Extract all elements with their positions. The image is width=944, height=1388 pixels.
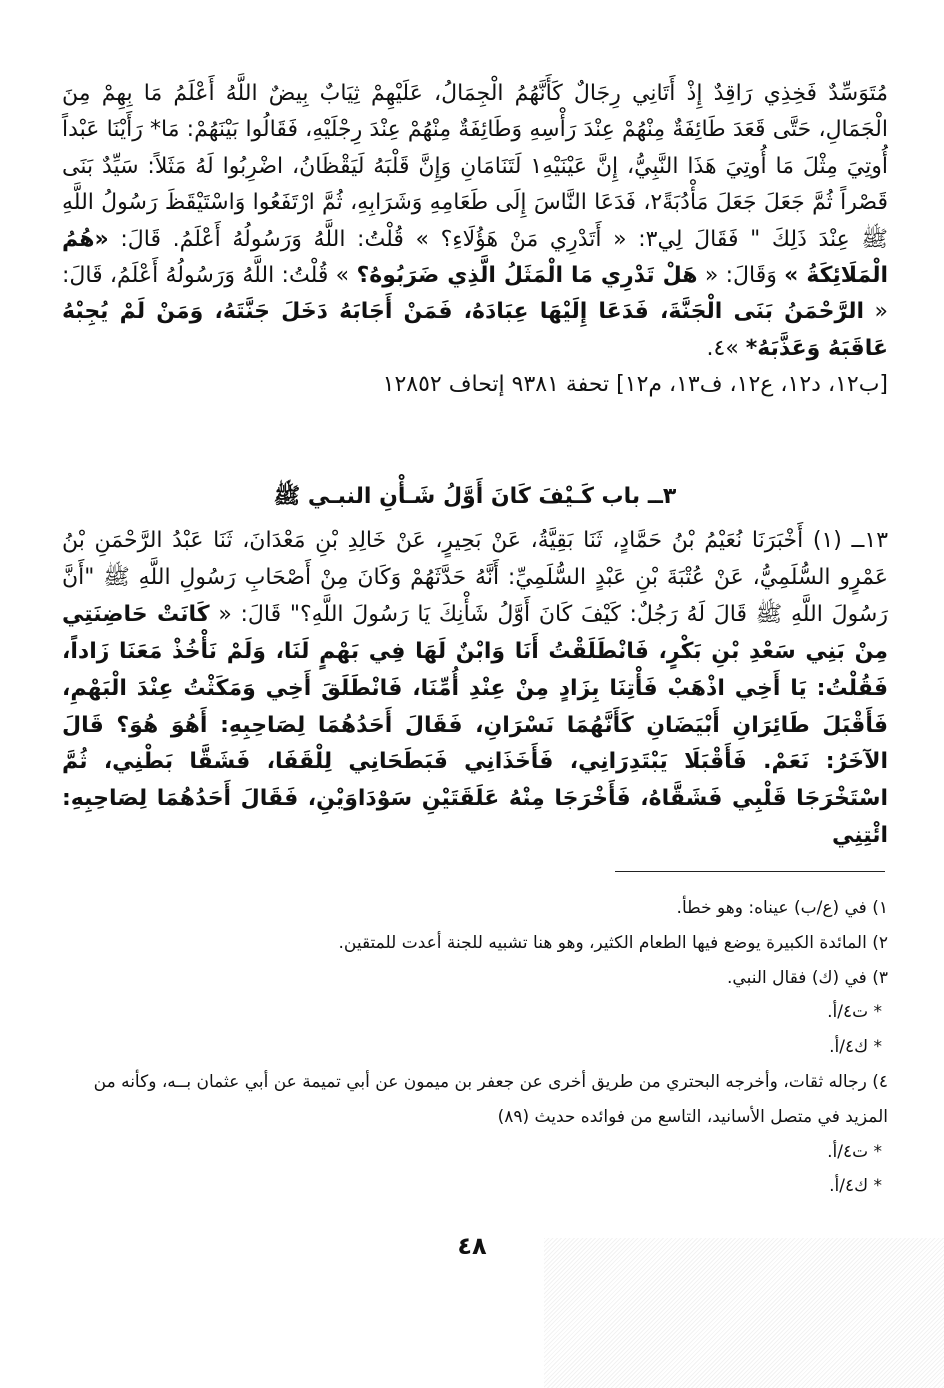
footnote-2: ٢) المائدة الكبيرة يوضع فيها الطعام الكثير، وهو هنا تشبيه للجنة أعدت للمتقين. [338, 932, 888, 953]
hadith-text [62, 523, 888, 855]
manuscript-marker: * ك٤/أ. [829, 1176, 882, 1197]
narrative-text: مُتَوَسِّدٌ فَخِذِي رَاقِدٌ إِذْ أَتَانِي رِجَالٌ كَأَنَّهُمُ الْجِمَالُ، عَلَيْهِمْ ثِيَابٌ بِيضٌ اللَّهُ أَعْلَمُ مَا بِهِمْ مِنَ الْجَمَالِ، حَتَّى قَعَدَ طَائِفَةٌ مِنْهُمْ عِنْدَ رَأْسِهِ وَطَائِفَةٌ مِنْهُمْ عِنْدَ رِجْلَيْهِ، فَقَالُوا بَيْنَهُمْ: مَا* رَأَيْنَا عَبْداً أُوتِيَ مِثْلَ مَا أُوتِيَ هَذَا النَّبِيُّ، إِنَّ عَيْنَيْهِ١ لَتَنَامَانِ وَإِنَّ قَلْبَهُ لَيَقْظَانُ، اضْرِبُوا لَهُ مَثَلاً: سَيِّدٌ بَنَى قَصْراً ثُمَّ جَعَلَ جَعَلَ مَأْدُبَةً٢، فَدَعَا النَّاسَ إِلَى طَعَامِهِ وَشَرَابِهِ، ثُمَّ ارْتَفَعُوا وَاسْتَيْقَظَ رَسُولُ اللَّهِ ﷺ عِنْدَ ذَلِكَ " فَقَالَ لِي٣: « أَتَدْرِي مَنْ هَؤُلَاءِ؟ » قُلْتُ: اللَّهُ وَرَسُولُهُ أَعْلَمُ. قَالَ: [62, 81, 889, 252]
narrative-text: وَقَالَ: « [704, 263, 777, 289]
prophet-speech: هَلْ تَدْرِي مَا الْمَثَلُ الَّذِي ضَرَبُوهُ؟ [356, 263, 698, 289]
scan-texture [544, 1238, 944, 1388]
footnote-3: ٣) في (ك) فقال النبي. [727, 967, 888, 988]
footnote-1: ١) في (ع/ب) عيناه: وهو خطأ. [676, 898, 888, 918]
footnote-4: ٤) رجاله ثقات، وأخرجه البحتري من طريق أخرى عن جعفر بن ميمون عن أبي تميمة عن أبي عثمان بــه، وكأنه من المزيد في متصل الأسانيد، التاسع من فوائده حديث (٨٩) [93, 1071, 888, 1127]
source-references: [ب١٢، د١٢، ع١٢، ف١٣، م١٢] تحفة ٩٣٨١ إتحاف ١٢٨٥٢ [382, 372, 888, 398]
narrative-text: » قُلْتُ: اللَّهُ وَرَسُولُهُ أَعْلَمُ، قَالَ: « [62, 263, 888, 325]
prophet-speech: الرَّحْمَنُ بَنَى الْجَنَّةَ، فَدَعَا إِلَيْهَا عِبَادَهُ، فَمَنْ أَجَابَهُ دَخَلَ جَنَّتَهُ، وَمَنْ لَمْ يُجِبْهُ عَاقَبَهُ وَعَذَّبَهُ* [62, 299, 888, 361]
hadith-text [62, 76, 888, 367]
hadith-continuation [62, 76, 888, 404]
prophet-speech: «هُمُ الْمَلَائِكَةُ » [62, 226, 888, 289]
manuscript-marker: * ت٤/أ. [827, 1141, 882, 1162]
prophet-speech: كَانَتْ حَاضِنَتِي مِنْ بَنِي سَعْدِ بْنِ بَكْرٍ، فَانْطَلَقْتُ أَنَا وَابْنٌ لَهَا فِي بَهْمٍ لَنَا، وَلَمْ نَأْخُذْ مَعَنَا زَاداً، فَقُلْتُ: يَا أَخِي اذْهَبْ فَأْتِنَا بِزَادٍ مِنْ عِنْدِ أُمِّنَا، فَانْطَلَقَ أَخِي وَمَكَثْتُ عِنْدَ الْبَهْمِ، فَأَقْبَلَ طَائِرَانِ أَبْيَضَانِ كَأَنَّهُمَا نَسْرَانِ، فَقَالَ أَحَدُهُمَا لِصَاحِبِهِ: أَهُوَ هُوَ؟ قَالَ الآخَرُ: نَعَمْ. فَأَقْبَلَا يَبْتَدِرَانِي، فَأَخَذَانِي فَبَطَحَانِي لِلْقَفَا، فَشَقَّا بَطْنِي، ثُمَّ اسْتَخْرَجَا قَلْبِي فَشَقَّاهُ، فَأَخْرَجَا مِنْهُ عَلَقَتَيْنِ سَوْدَاوَيْنِ، فَقَالَ أَحَدُهُمَا لِصَاحِبِهِ: ائْتِنِي [62, 601, 888, 849]
hadith-13 [62, 523, 888, 855]
manuscript-marker: * ك٤/أ. [829, 1037, 882, 1058]
narrative-text: »٤. [706, 335, 739, 361]
isnad-text: ١٣ــ (١) أَخْبَرَنَا نُعَيْمُ بْنُ حَمَّادٍ، ثَنَا بَقِيَّةُ، عَنْ بَحِيرٍ، عَنْ خَالِدِ بْنِ مَعْدَانَ، ثَنَا عَبْدُ الرَّحْمَنِ بْنُ عَمْرٍو السُّلَمِيُّ، عَنْ عُتْبَةَ بْنِ عَبْدٍ السُّلَمِيِّ: أَنَّهُ حَدَّثَهُمْ وَكَانَ مِنْ أَصْحَابِ رَسُولِ اللَّهِ ﷺ "أَنَّ رَسُولَ اللَّهِ ﷺ قَالَ لَهُ رَجُلٌ: كَيْفَ كَانَ أَوَّلُ شَأْنِكَ يَا رَسُولَ اللَّهِ؟" قَالَ: « [62, 528, 889, 627]
manuscript-marker: * ت٤/أ. [827, 1002, 882, 1023]
page-number: ٤٨ [457, 1232, 487, 1260]
footnote-divider [615, 871, 885, 872]
footnotes [62, 891, 888, 1204]
chapter-title: ٣ــ باب كَـيْفَ كَانَ أَوَّلُ شَـأْنِ النبـي ﷺ [273, 484, 677, 509]
